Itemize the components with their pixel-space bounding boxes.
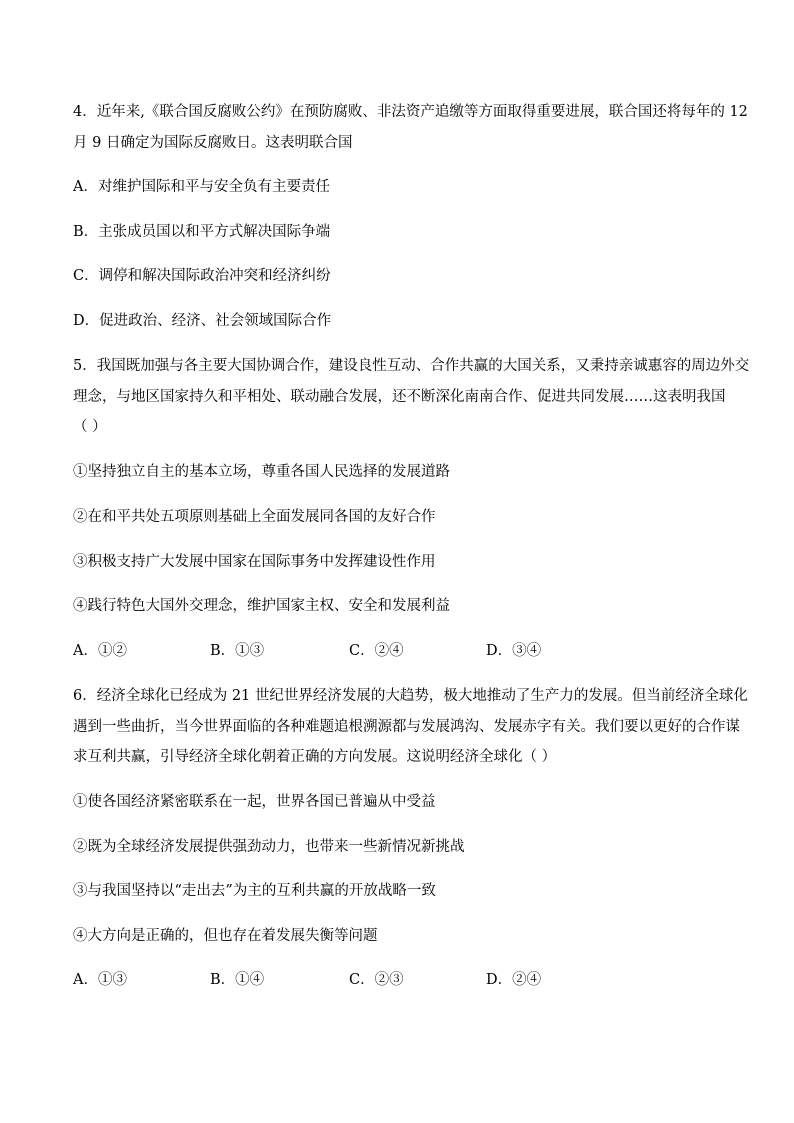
q5-stem-line3: （ ） (73, 419, 107, 435)
q5-choices (73, 641, 723, 661)
q6-choice-d: D．②④ (486, 972, 542, 988)
q5-statement-1: ①坚持独立自主的基本立场，尊重各国人民选择的发展道路 (73, 464, 450, 480)
q5-choice-c: C．②④ (349, 643, 404, 659)
q6-stem-line3: 求互利共赢，引导经济全球化朝着正确的方向发展。这说明经济全球化（ ） (73, 749, 557, 765)
q4-stem-line2: 月 9 日确定为国际反腐败日。这表明联合国 (73, 135, 353, 151)
q5-choice-d: D．③④ (486, 643, 542, 659)
q5-statement-3: ③积极支持广大发展中国家在国际事务中发挥建设性作用 (73, 554, 436, 570)
q5-statement-4: ④践行特色大国外交理念，维护国家主权、安全和发展利益 (73, 598, 450, 614)
q6-choice-c: C．②③ (349, 972, 404, 988)
q4-option-c: C．调停和解决国际政治冲突和经济纠纷 (73, 268, 331, 284)
q4-option-d: D．促进政治、经济、社会领域国际合作 (73, 313, 332, 329)
q6-stem-line2: 遇到一些曲折，当今世界面临的各种难题追根溯源都与发展鸿沟、发展赤字有关。我们要以更好的合作谋 (73, 719, 740, 735)
q5-stem-line2: 理念，与地区国家持久和平相处、联动融合发展，还不断深化南南合作、促进共同发展……这表明我国 (73, 389, 726, 405)
q6-statement-1: ①使各国经济紧密联系在一起，世界各国已普遍从中受益 (73, 794, 436, 810)
q5-stem-line1: 5．我国既加强与各主要大国协调合作，建设良性互动、合作共赢的大国关系，又秉持亲诚惠容的周边外交 (73, 358, 750, 374)
q6-statement-3: ③与我国坚持以“走出去”为主的互利共赢的开放战略一致 (73, 883, 436, 899)
q6-statement-4: ④大方向是正确的，但也存在着发展失衡等问题 (73, 928, 378, 944)
q4-option-b: B．主张成员国以和平方式解决国际争端 (73, 224, 331, 240)
q6-choice-b: B．①④ (210, 972, 265, 988)
q5-choice-b: B．①③ (210, 643, 265, 659)
q5-statement-2: ②在和平共处五项原则基础上全面发展同各国的友好合作 (73, 509, 436, 525)
q6-stem-line1: 6．经济全球化已经成为 21 世纪世界经济发展的大趋势，极大地推动了生产力的发展。但当前经济全球化 (73, 688, 748, 704)
q4-option-a: A．对维护国际和平与安全负有主要责任 (73, 179, 330, 195)
q4-stem-line1: 4．近年来,《联合国反腐败公约》在预防腐败、非法资产追缴等方面取得重要进展，联合国还将每年的 12 (73, 104, 748, 120)
q6-choices (73, 970, 723, 990)
q5-choice-a: A．①② (73, 643, 127, 659)
q6-choice-a: A．①③ (73, 972, 127, 988)
q6-statement-2: ②既为全球经济发展提供强劲动力，也带来一些新情况新挑战 (73, 839, 465, 855)
